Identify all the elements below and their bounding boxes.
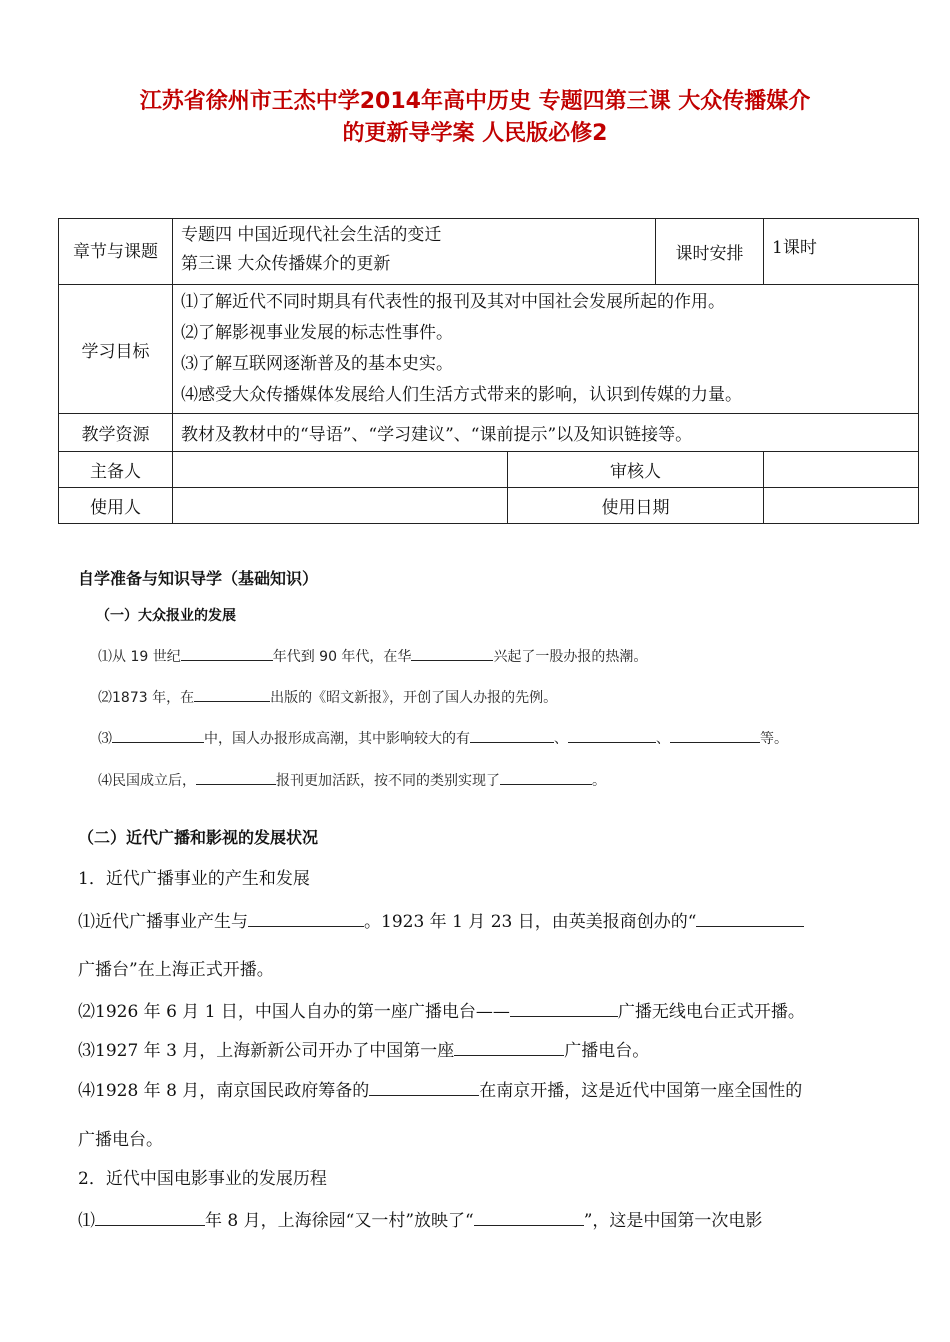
resources-label-cell bbox=[59, 414, 173, 452]
reviewer-label: 审核人 bbox=[610, 462, 661, 482]
text: ⑴ bbox=[78, 1211, 95, 1231]
resources-label: 教学资源 bbox=[81, 425, 150, 445]
text: 在南京开播，这是近代中国第一座全国性的 bbox=[479, 1081, 803, 1101]
text: ⑷1928 年 8 月，南京国民政府筹备的 bbox=[78, 1081, 370, 1101]
text: 等。 bbox=[760, 731, 788, 747]
part1-question-3 bbox=[98, 728, 788, 748]
date-label: 使用日期 bbox=[601, 498, 670, 518]
part2-heading: （二）近代广播和影视的发展状况 bbox=[78, 828, 319, 847]
part1-question-4 bbox=[98, 770, 606, 790]
answer-blank[interactable] bbox=[470, 728, 554, 743]
text: ⑵1926 年 6 月 1 日，中国人自办的第一座广播电台—— bbox=[78, 1002, 510, 1022]
preparer-value-cell bbox=[173, 452, 508, 488]
answer-blank[interactable] bbox=[95, 1211, 205, 1226]
text: 出版的《昭文新报》，开创了国人办报的先例。 bbox=[270, 690, 558, 706]
part2-item-2 bbox=[78, 997, 805, 1022]
text: 广播电台。 bbox=[564, 1041, 650, 1061]
text: ⑵1873 年，在 bbox=[98, 690, 195, 706]
preparer-label-cell bbox=[59, 452, 173, 488]
section-heading: 自学准备与知识导学（基础知识） bbox=[78, 569, 319, 588]
answer-blank[interactable] bbox=[510, 1002, 618, 1017]
text: 年代到 90 年代，在华 bbox=[272, 649, 412, 665]
part2-item-3 bbox=[78, 1036, 649, 1061]
text: 、 bbox=[554, 731, 568, 747]
answer-blank[interactable] bbox=[196, 770, 276, 785]
document-title-line1: 江苏省徐州市王杰中学2014年高中历史 专题四第三课 大众传播媒介 bbox=[139, 89, 811, 114]
reviewer-label-cell bbox=[508, 452, 764, 488]
goals-label-cell bbox=[59, 285, 173, 414]
goal-item: ⑵了解影视事业发展的标志性事件。 bbox=[181, 323, 453, 343]
user-value-cell bbox=[173, 488, 508, 524]
part2-subheading-1: 1．近代广播事业的产生和发展 bbox=[78, 869, 310, 889]
hours-value-cell bbox=[764, 219, 919, 285]
date-label-cell bbox=[508, 488, 764, 524]
answer-blank[interactable] bbox=[454, 1041, 564, 1056]
answer-blank[interactable] bbox=[696, 912, 804, 927]
text: ⑴从 19 世纪 bbox=[98, 649, 181, 665]
text: 。 bbox=[592, 773, 606, 789]
part2-item-1 bbox=[78, 907, 804, 932]
chapter-topic: 专题四 中国近现代社会生活的变迁 bbox=[181, 225, 442, 245]
chapter-lesson: 第三课 大众传播媒介的更新 bbox=[181, 254, 391, 274]
answer-blank[interactable] bbox=[411, 646, 493, 661]
resources-cell bbox=[173, 414, 919, 452]
chapter-value-cell bbox=[173, 219, 656, 285]
text: ⑶ bbox=[98, 731, 112, 747]
document-title-line2: 的更新导学案 人民版必修2 bbox=[342, 121, 608, 146]
text: ⑴近代广播事业产生与 bbox=[78, 912, 248, 932]
answer-blank[interactable] bbox=[474, 1211, 584, 1226]
goals-label: 学习目标 bbox=[81, 341, 150, 362]
goals-cell bbox=[173, 285, 919, 414]
answer-blank[interactable] bbox=[248, 912, 364, 927]
text: ”，这是中国第一次电影 bbox=[583, 1211, 763, 1231]
lesson-info-table bbox=[58, 218, 919, 524]
answer-blank[interactable] bbox=[181, 646, 273, 661]
goal-item: ⑶了解互联网逐渐普及的基本史实。 bbox=[181, 354, 453, 374]
resources-value: 教材及教材中的“导语”、“学习建议”、“课前提示”以及知识链接等。 bbox=[181, 425, 693, 445]
text: 中，国人办报形成高潮，其中影响较大的有 bbox=[204, 731, 470, 747]
hours-value: 1课时 bbox=[772, 238, 817, 258]
text: 广播无线电台正式开播。 bbox=[617, 1002, 805, 1022]
part2-item-5 bbox=[78, 1206, 762, 1231]
answer-blank[interactable] bbox=[670, 728, 760, 743]
text: ⑷民国成立后， bbox=[98, 773, 196, 789]
date-value-cell bbox=[764, 488, 919, 524]
text: 。1923 年 1 月 23 日，由英美报商创办的“ bbox=[364, 912, 697, 932]
part1-question-1 bbox=[98, 646, 647, 666]
part2-item-4 bbox=[78, 1076, 802, 1101]
chapter-label: 章节与课题 bbox=[73, 241, 158, 262]
answer-blank[interactable] bbox=[194, 687, 270, 702]
text: 报刊更加活跃，按不同的类别实现了 bbox=[276, 773, 500, 789]
chapter-label-cell bbox=[59, 219, 173, 285]
goal-item: ⑴了解近代不同时期具有代表性的报刊及其对中国社会发展所起的作用。 bbox=[181, 292, 725, 312]
hours-label-cell bbox=[656, 219, 764, 285]
answer-blank[interactable] bbox=[500, 770, 592, 785]
answer-blank[interactable] bbox=[369, 1081, 479, 1096]
user-label-cell bbox=[59, 488, 173, 524]
part1-heading: （一）大众报业的发展 bbox=[96, 608, 236, 624]
text: 年 8 月，上海徐园“又一村”放映了“ bbox=[205, 1211, 474, 1231]
preparer-label: 主备人 bbox=[90, 462, 141, 482]
hours-label: 课时安排 bbox=[675, 244, 744, 264]
part2-item-4-cont: 广播电台。 bbox=[78, 1130, 163, 1150]
goal-item: ⑷感受大众传播媒体发展给人们生活方式带来的影响，认识到传媒的力量。 bbox=[181, 385, 742, 405]
reviewer-value-cell bbox=[764, 452, 919, 488]
text: 兴起了一股办报的热潮。 bbox=[493, 649, 648, 665]
user-label: 使用人 bbox=[90, 498, 141, 518]
part2-subheading-2: 2．近代中国电影事业的发展历程 bbox=[78, 1169, 327, 1189]
text: 、 bbox=[656, 731, 670, 747]
text: ⑶1927 年 3 月，上海新新公司开办了中国第一座 bbox=[78, 1041, 455, 1061]
part2-item-1-cont: 广播台”在上海正式开播。 bbox=[78, 960, 274, 980]
part1-question-2 bbox=[98, 687, 557, 707]
answer-blank[interactable] bbox=[568, 728, 656, 743]
answer-blank[interactable] bbox=[112, 728, 204, 743]
